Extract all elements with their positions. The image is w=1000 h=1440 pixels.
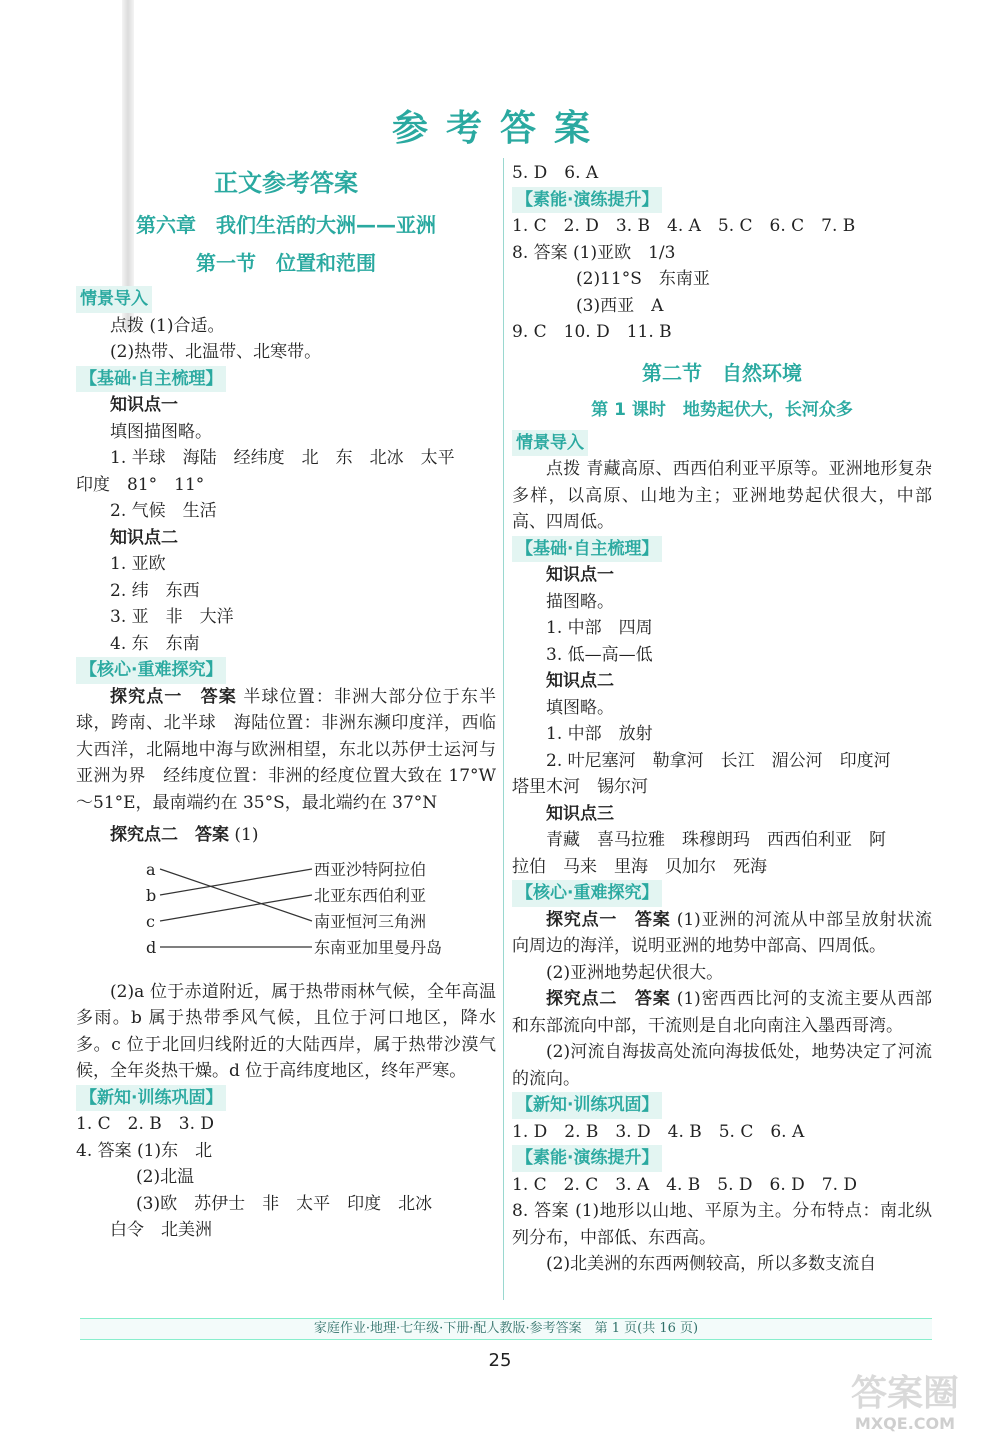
right-skill2-line-1: 1. C 2. C 3. A 4. B 5. D 6. D 7. D: [512, 1174, 858, 1195]
right-top-line: 5. D 6. A: [512, 163, 599, 183]
new-tag: 【新知·训练巩固】: [76, 1085, 226, 1112]
watermark-url: MXQE.COM: [854, 1414, 956, 1433]
right-column: [512, 160, 932, 1278]
main-heading: 正文参考答案: [214, 169, 358, 197]
skill-tag: 【素能·演练提升】: [512, 187, 662, 214]
right-probe1-text: (1)亚洲的河流从中部呈放射状流向周边的海洋，说明亚洲的地势中部高、四周低。: [512, 909, 933, 956]
right-probe1-part2: (2)亚洲地势起伏很大。: [546, 962, 724, 983]
intro-line-1: 点拨 (1)合适。: [110, 315, 225, 336]
right-kp3-line-1b: 拉伯 马来 里海 贝加尔 死海: [512, 856, 767, 877]
watermark-logo: [822, 1372, 988, 1434]
kp1-line-2: 2. 气候 生活: [110, 501, 217, 521]
basic-tag: 【基础·自主梳理】: [76, 366, 226, 393]
left-column: [76, 160, 496, 1244]
core-tag: 【核心·重难探究】: [76, 657, 226, 684]
probe2-label: 探究点二 答案: [110, 825, 229, 845]
right-probe2-label: 探究点二 答案: [546, 989, 671, 1009]
intro-line-2: (2)热带、北温带、北寒带。: [110, 342, 322, 362]
right-probe2-text: (1)密西西比河的支流主要从西部和东部流向中部，干流则是自北向南注入墨西哥湾。: [512, 989, 933, 1036]
match-left-c: c: [146, 911, 155, 931]
right-kp2-label: 知识点二: [546, 671, 614, 691]
new-line-4: 4. 答案 (1)东 北: [76, 1140, 213, 1161]
skill-line-8: 8. 答案 (1)亚欧 1/3: [512, 242, 676, 263]
new-line-4c: (3)欧 苏伊士 非 太平 印度 北冰: [136, 1193, 433, 1214]
watermark-text: 答案圈: [850, 1373, 959, 1414]
section2-heading: 第二节 自然环境: [642, 360, 802, 385]
match-right-4: 东南亚加里曼丹岛: [314, 937, 443, 957]
match-right-3: 南亚恒河三角洲: [314, 911, 427, 931]
right-kp1-line-3: 3. 低—高—低: [546, 644, 653, 665]
right-probe2: [512, 986, 932, 1039]
right-kp3-line-1: 青藏 喜马拉雅 珠穆朗玛 西西伯利亚 阿: [546, 830, 886, 850]
right-kp2-line-2b: 塔里木河 锡尔河: [512, 777, 648, 797]
kp2-label: 知识点二: [110, 527, 178, 548]
match-left-d: d: [146, 937, 157, 957]
probe1-answer: [76, 684, 496, 817]
right-basic-tag: 【基础·自主梳理】: [512, 536, 662, 563]
probe2-text: (1): [229, 825, 259, 845]
right-skill-tag-2: 【素能·演练提升】: [512, 1145, 662, 1172]
section-heading: 第一节 位置和范围: [196, 251, 376, 275]
skill-line-8c: (3)西亚 A: [576, 295, 664, 316]
kp2-line-4: 4. 东 东南: [110, 633, 200, 654]
skill-line-9: 9. C 10. D 11. B: [512, 322, 672, 342]
match-right-2: 北亚东西伯利亚: [314, 885, 427, 905]
right-kp2-fill: 填图略。: [546, 697, 614, 718]
probe1-label: 探究点一 答案: [110, 686, 237, 707]
right-new-tag: 【新知·训练巩固】: [512, 1092, 662, 1119]
match-left-b: b: [146, 885, 157, 905]
new-line-1: 1. C 2. B 3. D: [76, 1114, 215, 1134]
right-kp1-line-1: 1. 中部 四周: [546, 618, 653, 638]
right-probe1-label: 探究点一 答案: [546, 909, 671, 930]
right-probe2-part2: (2)河流自海拔高处流向海拔低处，地势决定了河流的流向。: [512, 1042, 932, 1089]
probe2-part2: (2)a 位于赤道附近，属于热带雨林气候，全年高温多雨。b 属于热带季风气候，且位于河口地区，降水多。c 位于北回归线附近的大陆西岸，属于热带沙漠气候，全年炎热干燥。d 位于高纬度地区，终年严寒。: [76, 981, 496, 1081]
kp1-line-1b: 印度 81° 11°: [76, 474, 205, 495]
match-left-a: a: [146, 859, 156, 879]
right-kp2-line-1: 1. 中部 放射: [546, 724, 653, 744]
kp1-fill: 填图描图略。: [110, 421, 212, 442]
kp2-line-2: 2. 纬 东西: [110, 580, 200, 601]
kp1-line-1: 1. 半球 海陆 经纬度 北 东 北冰 太平: [110, 448, 455, 468]
kp2-line-3: 3. 亚 非 大洋: [110, 607, 234, 627]
right-probe1: [512, 907, 932, 960]
right-kp2-line-2: 2. 叶尼塞河 勒拿河 长江 湄公河 印度河: [546, 750, 891, 771]
column-divider: [503, 158, 504, 1300]
probe1-text: 半球位置：非洲大部分位于东半球，跨南、北半球 海陆位置：非洲东濒印度洋，西临大西洋，北隔地中海与欧洲相望，东北以苏伊士运河与亚洲为界 经纬度位置：非洲的经度位置大致在 17°W～51°E，最南端约在 35°S，最北端约在 37°N: [76, 686, 497, 813]
page-title: 参考答案: [391, 108, 608, 149]
right-core-tag: 【核心·重难探究】: [512, 880, 662, 907]
right-intro-tag: 情景导入: [512, 430, 588, 457]
chapter-heading: 第六章 我们生活的大洲——亚洲: [136, 213, 436, 237]
probe2-answer: [76, 822, 496, 849]
right-kp1-fill: 描图略。: [546, 591, 614, 612]
intro-tag: 情景导入: [76, 286, 152, 313]
kp1-label: 知识点一: [110, 395, 178, 415]
right-skill2-line-8b: (2)北美洲的东西两侧较高，所以多数支流自: [546, 1254, 877, 1274]
right-skill2-line-8: 8. 答案 (1)地形以山地、平原为主。分布特点：南北纵列分布，中部低、东西高。: [512, 1201, 932, 1248]
matching-diagram: [116, 855, 496, 973]
page-number: 25: [488, 1350, 512, 1371]
lesson1-heading: 第 1 课时 地势起伏大，长河众多: [591, 399, 853, 420]
new-line-4d: 白令 北美洲: [110, 1220, 212, 1240]
right-kp1-label: 知识点一: [546, 565, 614, 585]
right-kp3-label: 知识点三: [546, 803, 614, 824]
kp2-line-1: 1. 亚欧: [110, 554, 166, 574]
match-right-1: 西亚沙特阿拉伯: [314, 859, 427, 879]
new-line-4b: (2)北温: [136, 1167, 195, 1187]
skill-line-1: 1. C 2. D 3. B 4. A 5. C 6. C 7. B: [512, 216, 856, 236]
right-intro-text: 点拨 青藏高原、西西伯利亚平原等。亚洲地形复杂多样，以高原、山地为主；亚洲地势起伏很大，中部高、四周低。: [512, 459, 932, 532]
right-new-line-1: 1. D 2. B 3. D 4. B 5. C 6. A: [512, 1121, 805, 1142]
footer-band: 家庭作业·地理·七年级·下册·配人教版·参考答案 第 1 页(共 16 页): [80, 1318, 932, 1340]
skill-line-8b: (2)11°S 东南亚: [576, 269, 710, 289]
